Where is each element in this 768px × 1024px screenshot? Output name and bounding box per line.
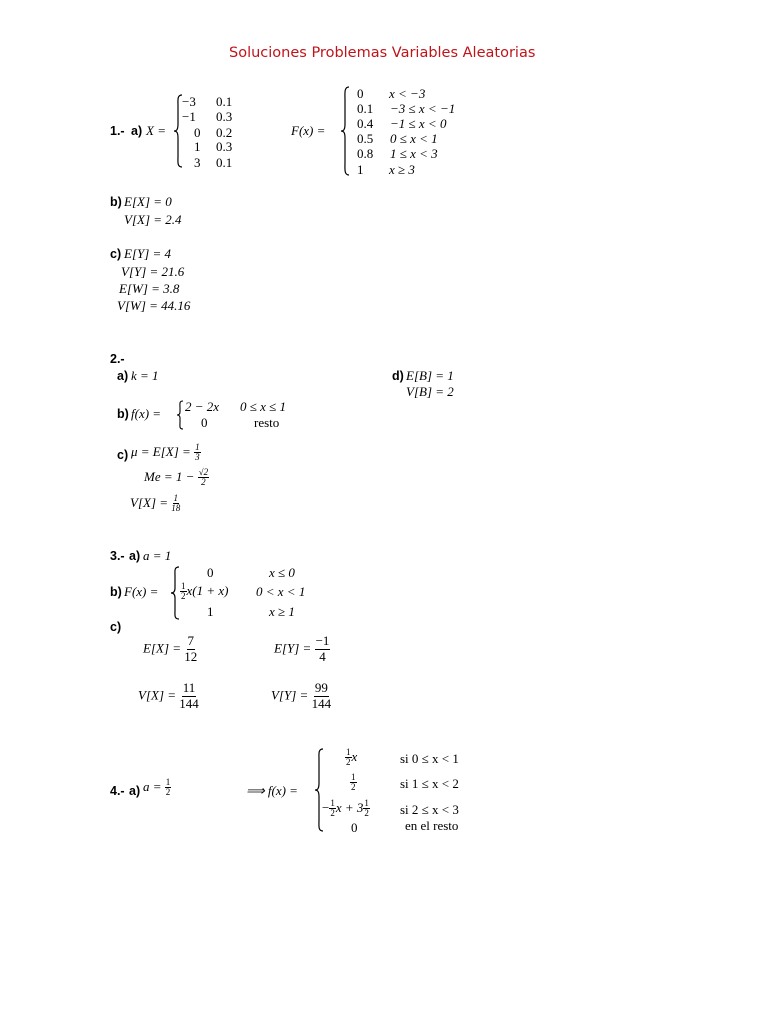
problem-1-x-lhs: X = xyxy=(146,123,166,138)
dist-x-2: −1 xyxy=(182,109,196,124)
variance-y: V[Y] = 21.6 xyxy=(121,264,185,279)
numerator: 1 xyxy=(351,772,356,782)
dist-x-5: 3 xyxy=(194,155,201,170)
expectation-y: E[Y] = 4 xyxy=(124,246,172,261)
expectation-b: E[B] = 1 xyxy=(406,368,454,383)
left-brace xyxy=(170,566,180,620)
median-equation xyxy=(144,468,209,488)
density-row-3-expr xyxy=(322,799,370,819)
density-bottom-expr: 0 xyxy=(201,415,208,430)
density-top-expr: 2 − 2x xyxy=(185,399,220,414)
density-row-1-cond: si 0 ≤ x < 1 xyxy=(400,751,459,766)
numerator: 1 xyxy=(165,777,171,787)
cdf-row-3-value: 1 xyxy=(207,604,214,619)
numerator: 1 xyxy=(181,581,186,591)
cdf-row-2-value xyxy=(180,582,228,602)
median-fraction xyxy=(198,468,209,488)
cdf-value-3: 0.4 xyxy=(357,116,374,131)
cdf-row-1-cond: x ≤ 0 xyxy=(269,565,295,580)
problem-3-number: 3.- xyxy=(110,549,125,563)
mean-equation xyxy=(131,443,201,463)
dist-x-1: −3 xyxy=(182,94,196,109)
denominator: 18 xyxy=(171,503,181,514)
dist-p-3: 0.2 xyxy=(216,125,233,140)
mean-fraction xyxy=(194,443,201,463)
density-top-cond: 0 ≤ x ≤ 1 xyxy=(240,399,287,414)
denominator: 2 xyxy=(330,808,335,819)
numerator: 1 xyxy=(173,493,179,503)
numerator: √2 xyxy=(198,467,209,477)
left-brace xyxy=(176,400,184,430)
variance-x: V[X] = 2.4 xyxy=(124,212,182,227)
constant-k: k = 1 xyxy=(131,368,159,383)
denominator: 12 xyxy=(184,648,198,664)
variance-x-lhs: V[X] = xyxy=(138,687,177,703)
mean-lhs: μ = E[X] = xyxy=(131,443,191,459)
left-brace xyxy=(314,748,324,832)
numerator: 1 xyxy=(330,798,335,808)
dist-p-2: 0.3 xyxy=(216,109,233,124)
cdf-cond-3: −1 ≤ x < 0 xyxy=(390,116,447,131)
density-lhs: f(x) = xyxy=(131,406,162,421)
variance-y-lhs: V[Y] = xyxy=(271,687,309,703)
denominator: 2 xyxy=(181,591,186,602)
problem-4-a-label: a) xyxy=(129,784,141,798)
dist-x-3: 0 xyxy=(194,125,201,140)
dist-p-4: 0.3 xyxy=(216,139,233,154)
problem-2-a-label: a) xyxy=(117,369,129,383)
density-row-1-expr xyxy=(345,748,357,768)
problem-2-c-label: c) xyxy=(117,448,129,462)
cdf-row-2-cond: 0 < x < 1 xyxy=(256,584,306,599)
problem-3-a-label: a) xyxy=(129,549,141,563)
constant-a-fraction xyxy=(165,778,172,798)
density-row-2-cond: si 1 ≤ x < 2 xyxy=(400,776,459,791)
problem-3-b-label: b) xyxy=(110,585,122,599)
denominator: 2 xyxy=(201,477,206,488)
left-brace xyxy=(340,86,350,176)
expectation-x xyxy=(143,634,197,665)
cdf-cond-4: 0 ≤ x < 1 xyxy=(390,131,438,146)
half-fraction xyxy=(363,799,370,819)
variance-w: V[W] = 44.16 xyxy=(117,298,191,313)
cdf-value-6: 1 xyxy=(357,162,364,177)
density-row-1-var: x xyxy=(351,748,358,764)
constant-a: a = 1 xyxy=(143,548,172,563)
cdf-row-2-expr: x(1 + x) xyxy=(186,582,229,598)
density-row-4-cond: en el resto xyxy=(405,818,459,833)
density-row-3-cond: si 2 ≤ x < 3 xyxy=(400,802,459,817)
cdf-value-2: 0.1 xyxy=(357,101,374,116)
numerator: 7 xyxy=(187,633,195,648)
expectation-x-lhs: E[X] = xyxy=(143,640,182,656)
constant-a-lhs: a = xyxy=(143,778,162,794)
numerator: −1 xyxy=(315,633,330,648)
cdf-row-1-value: 0 xyxy=(207,565,214,580)
problem-3-c-label: c) xyxy=(110,620,122,634)
numerator: 1 xyxy=(346,747,351,757)
expectation-y xyxy=(274,634,330,665)
median-lhs: Me = 1 − xyxy=(144,468,195,484)
denominator: 2 xyxy=(364,808,369,819)
dist-p-5: 0.1 xyxy=(216,155,233,170)
cdf-cond-6: x ≥ 3 xyxy=(389,162,415,177)
problem-1-c-label: c) xyxy=(110,247,122,261)
variance-x-fraction xyxy=(179,681,199,712)
cdf-value-5: 0.8 xyxy=(357,146,374,161)
expectation-w: E[W] = 3.8 xyxy=(119,281,180,296)
cdf-lhs: F(x) = xyxy=(124,584,159,599)
cdf-cond-2: −3 ≤ x < −1 xyxy=(390,101,456,116)
denominator: 144 xyxy=(311,695,332,711)
variance-y-fraction xyxy=(312,681,332,712)
half-fraction xyxy=(350,773,357,793)
page-title: Soluciones Problemas Variables Aleatorias xyxy=(229,45,536,61)
dist-x-4: 1 xyxy=(194,139,201,154)
density-bottom-cond: resto xyxy=(254,415,280,430)
variance-equation xyxy=(130,494,180,514)
expectation-x-fraction xyxy=(184,634,197,665)
cdf-cond-5: 1 ≤ x < 3 xyxy=(390,146,438,161)
variance-fraction xyxy=(171,494,180,514)
expectation-y-fraction xyxy=(315,634,331,665)
denominator: 2 xyxy=(346,757,351,768)
cdf-value-4: 0.5 xyxy=(357,131,374,146)
cdf-lhs: F(x) = xyxy=(291,123,326,138)
problem-2-d-label: d) xyxy=(392,369,404,383)
density-row-4-expr: 0 xyxy=(351,820,358,835)
problem-1-a-label: a) xyxy=(131,124,143,138)
variance-b: V[B] = 2 xyxy=(406,384,454,399)
density-row-2-expr xyxy=(350,773,357,793)
expectation-y-lhs: E[Y] = xyxy=(274,640,312,656)
dist-p-1: 0.1 xyxy=(216,94,233,109)
denominator: 3 xyxy=(195,452,200,463)
density-row-3-middle: x + 3 xyxy=(335,799,364,815)
cdf-row-3-cond: x ≥ 1 xyxy=(269,604,295,619)
denominator: 2 xyxy=(351,782,356,793)
variance-lhs: V[X] = xyxy=(130,494,169,510)
numerator: 1 xyxy=(364,798,369,808)
cdf-value-1: 0 xyxy=(357,86,364,101)
numerator: 11 xyxy=(182,680,196,695)
problem-4-number: 4.- xyxy=(110,784,125,798)
denominator: 4 xyxy=(319,648,326,664)
cdf-cond-1: x < −3 xyxy=(389,86,426,101)
constant-a-equation xyxy=(143,778,171,798)
denominator: 144 xyxy=(179,695,199,711)
expectation-x: E[X] = 0 xyxy=(124,194,172,209)
problem-2-number: 2.- xyxy=(110,352,125,366)
denominator: 2 xyxy=(165,787,171,798)
minus-sign: − xyxy=(322,799,330,815)
problem-1-b-label: b) xyxy=(110,195,122,209)
density-lhs: ⟹ f(x) = xyxy=(246,783,298,798)
variance-x xyxy=(138,681,199,712)
numerator: 99 xyxy=(314,680,328,695)
problem-1-number: 1.- xyxy=(110,124,125,138)
numerator: 1 xyxy=(195,442,200,452)
variance-y xyxy=(271,681,331,712)
problem-2-b-label: b) xyxy=(117,407,129,421)
